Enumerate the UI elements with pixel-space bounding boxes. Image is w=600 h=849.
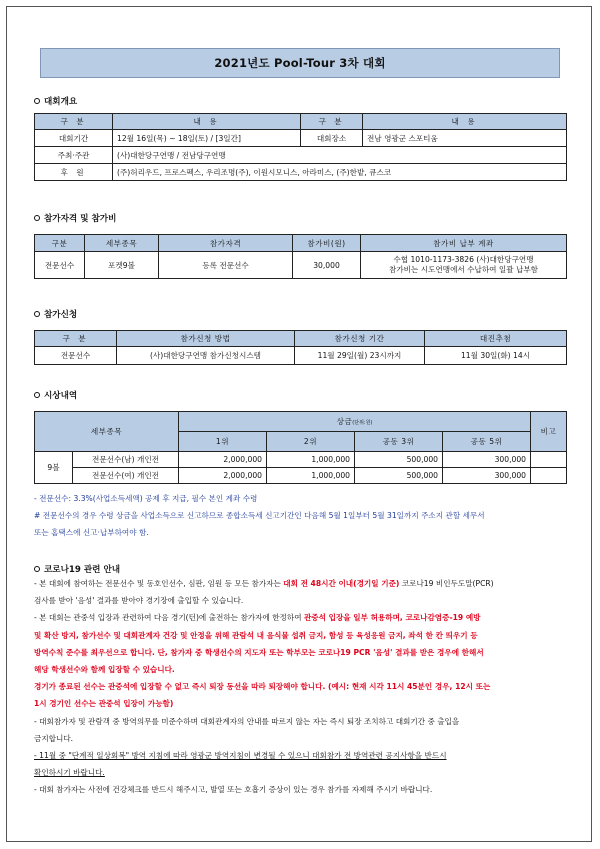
- section-registration-heading: 참가신청: [34, 308, 77, 320]
- section-prizes-heading: 시상내역: [34, 389, 77, 401]
- table-row: 전문선수 (사)대한당구연맹 참가신청시스템 11월 29일(월) 23시까지 11월 30일(화) 14시: [35, 347, 567, 365]
- prize-note-tax: - 전문선수: 3.3%(사업소득세액) 공제 후 지급, 필수 본인 계좌 수령: [34, 494, 258, 503]
- registration-table: [34, 330, 567, 365]
- document-title-text: 2021년도 Pool-Tour 3차 대회: [214, 56, 386, 70]
- table-header-row: 세부종목 상금(단위:원) 비고: [35, 412, 567, 432]
- overview-table: [34, 113, 567, 181]
- covid-health-check-notice: - 대회 참가자는 사전에 건강체크를 반드시 해주시고, 발열 또는 호흡기 증상이 있는 경우 참가를 자제해 주시기 바랍니다.: [34, 785, 433, 795]
- prizes-table: [34, 411, 567, 484]
- prize-note-income-report: # 전문선수의 경우 수령 상금을 사업소득으로 신고하므로 종합소득세 신고기간인 다음해 5월 1일부터 5월 31일까지 주소지 관할 세무서: [34, 511, 485, 521]
- covid-spectator-notice: - 본 대회는 관중석 입장과 관련하여 다음 경기(턴)에 출전하는 참가자에 한정하여 관중석 입장을 일부 허용하며, 코로나감염증-19 예방: [34, 613, 481, 623]
- ring-bullet-icon: [34, 311, 40, 317]
- covid-guideline-notice: - 11월 중 "단계적 일상회복" 방역 지침에 따라 영광군 방역지침이 변경될 수 있으니 대회참가 전 방역관련 공지사항을 반드시: [34, 751, 447, 761]
- table-header-row: 구 분 참가신청 방법 참가신청 기간 대진추첨: [35, 331, 567, 347]
- table-row: 대회기간 12월 16일(목) ~ 18일(토) / [3일간] 대회장소 전남 영광군 스포티움: [35, 130, 567, 147]
- covid-violation-notice: - 대회참가자 및 관람객 중 방역의무를 미준수하며 대회관계자의 안내를 따르지 않는 자는 즉시 퇴장 조치하고 대회기간 중 출입을: [34, 716, 460, 726]
- section-eligibility-heading: 참가자격 및 참가비: [34, 212, 116, 224]
- table-row: 전문선수(여) 개인전 2,000,000 1,000,000 500,000 300,000: [35, 468, 567, 484]
- section-covid-heading: 코로나19 관련 안내: [34, 563, 120, 575]
- table-row: 9볼 전문선수(남) 개인전 2,000,000 1,000,000 500,000 300,000: [35, 452, 567, 468]
- table-row: 전문선수 포켓9볼 등록 전문선수 30,000 수협 1010-1173-3826 (사)대한당구연맹 참가비는 시도연맹에서 수납하여 일괄 납부함: [35, 252, 567, 279]
- eligibility-table: [34, 234, 567, 279]
- section-overview-heading: 대회개요: [34, 95, 77, 107]
- table-header-row: 구 분 내 용 구 분 내 용: [35, 114, 567, 130]
- ring-bullet-icon: [34, 215, 40, 221]
- table-header-row: 1위 2위 공동 3위 공동 5위: [35, 432, 567, 452]
- table-row: 후 원 (주)허리우드, 프로스펙스, 우리조명(주), 이원시모니스, 아라미스, (주)한밭, 큐스코: [35, 164, 567, 181]
- covid-exit-notice: 경기가 종료된 선수는 관중석에 입장할 수 없고 즉시 퇴장 동선을 따라 퇴장해야 합니다. (예시: 현재 시각 11시 45분인 경우, 12시 또는: [34, 682, 491, 692]
- covid-pcr-notice: - 본 대회에 참여하는 전문선수 및 동호인선수, 심판, 임원 등 모든 참가자는 대회 전 48시간 이내(경기일 기준) 코로나19 비인두도말(PCR): [34, 579, 494, 588]
- table-header-row: 구분 세부종목 참가자격 참가비(원) 참가비 납부 계좌: [35, 235, 567, 252]
- ring-bullet-icon: [34, 98, 40, 104]
- ring-bullet-icon: [34, 392, 40, 398]
- covid-notes: - 본 대회에 참여하는 전문선수 및 동호인선수, 심판, 임원 등 모든 참가자는 대회 전 48시간 이내(경기일 기준) 코로나19 비인두도말(PCR) 검사를 받아 '음성' 결과를 받아야 경기장에 출입할 수 있습니다. - 본 대회는 관중석 입장과 관련하여 다음 경기(턴)에 출전하는 참가자에 한정하여 관중석 입장을 일부 허용하며, 코로나감염증-19 예방 및 확산 방지, 참가선수 및 대회관계자 건강 및 안정을 위해 관람석 내 음식물 섭취 금지, 함성 등 육성응원 금지, 좌석 한 칸 띄우기 등 방역수칙 준수를 최우선으로 합니다. 단, 참가자 중 학생선수의 지도자 또는 학부모는 코로나19 PCR '음성' 결과를 받은 경우에 한해서 해당 학생선수와 함께 입장할 수 있습니다. 경기가 종료된 선수는 관중석에 입장할 수 없고 즉시 퇴장 동선을 따라 퇴장해야 합니다. (예시: 현재 시각 11시 45분인 경우, 12시 또는 1시 경기인 선수는 관중석 입장이 가능함) - 대회참가자 및 관람객 중 방역의무를 미준수하며 대회관계자의 안내를 따르지 않는 자는 즉시 퇴장 조치하고 대회기간 중 출입을 금지합니다. - 11월 중 "단계적 일상회복" 방역 지침에 따라 영광군 방역지침이 변경될 수 있으니 대회참가 전 방역관련 공지사항을 반드시 확인하시기 바랍니다. - 대회 참가자는 사전에 건강체크를 반드시 해주시고, 발열 또는 호흡기 증상이 있는 경우 참가를 자제해 주시기 바랍니다.: [34, 575, 564, 799]
- document-title: [40, 48, 560, 78]
- prize-notes: [34, 490, 564, 542]
- table-row: 주최·주관 (사)대한당구연맹 / 전남당구연맹: [35, 147, 567, 164]
- prize-note-income-report-cont: 또는 홈택스에 신고·납부하여야 함.: [34, 528, 149, 538]
- ring-bullet-icon: [34, 566, 40, 572]
